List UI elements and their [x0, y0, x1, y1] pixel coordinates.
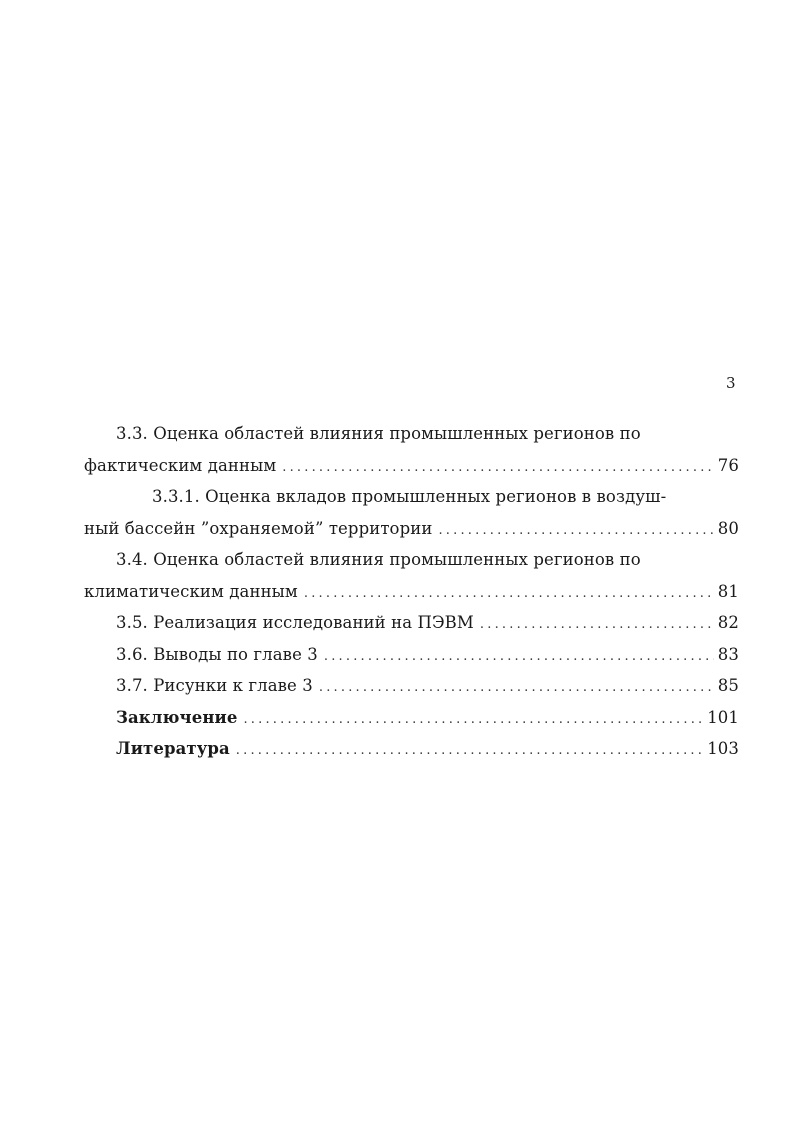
toc-entry-title: Литература — [116, 739, 230, 758]
dot-leader — [304, 578, 714, 610]
toc-entry-3-6[interactable] — [84, 639, 739, 671]
dot-leader — [480, 609, 714, 641]
toc-entry-title: 3.4. Оценка областей влияния промышленных регионов по — [116, 550, 641, 569]
dot-leader — [236, 735, 703, 767]
toc-entry-3-3-1-line2[interactable] — [84, 513, 739, 545]
toc-entry-3-3-line2[interactable] — [84, 450, 739, 482]
toc-entry-3-7[interactable] — [84, 670, 739, 702]
toc-entry-3-5[interactable] — [84, 607, 739, 639]
toc-page-number: 82 — [717, 613, 739, 632]
toc-entry-title: 3.5. Реализация исследований на ПЭВМ — [116, 613, 474, 632]
toc-entry-title: Заключение — [116, 707, 238, 727]
toc-page-number: 76 — [717, 455, 739, 475]
dot-leader — [282, 452, 714, 484]
table-of-contents — [84, 418, 739, 765]
toc-entry-3-3-1-line1 — [84, 481, 739, 513]
toc-entry-literature[interactable] — [84, 733, 739, 765]
toc-entry-conclusion[interactable] — [84, 702, 739, 734]
toc-entry-3-4-line2[interactable] — [84, 576, 739, 608]
toc-page-number: 85 — [717, 676, 739, 695]
toc-entry-title: 3.6. Выводы по главе 3 — [116, 644, 318, 664]
toc-page-number: 103 — [707, 739, 739, 758]
toc-entry-title-cont: климатическим данным — [84, 581, 298, 601]
toc-page-number: 101 — [707, 707, 739, 727]
toc-entry-title: 3.3. Оценка областей влияния промышленных регионов по — [116, 424, 641, 443]
toc-page-number: 80 — [717, 518, 739, 538]
toc-entry-title: 3.3.1. Оценка вкладов промышленных регионов в воздуш- — [152, 487, 667, 506]
toc-entry-3-4-line1 — [84, 544, 739, 576]
page-number: 3 — [726, 374, 736, 392]
dot-leader — [319, 672, 714, 704]
toc-entry-title-cont: ный бассейн ”охраняемой” территории — [84, 518, 433, 538]
toc-entry-title: 3.7. Рисунки к главе 3 — [116, 676, 313, 695]
dot-leader — [324, 641, 714, 673]
dot-leader — [243, 704, 703, 736]
toc-entry-title-cont: фактическим данным — [84, 455, 277, 475]
dot-leader — [438, 515, 713, 547]
toc-page-number: 81 — [717, 581, 739, 601]
toc-page-number: 83 — [717, 644, 739, 664]
toc-entry-3-3-line1 — [84, 418, 739, 450]
